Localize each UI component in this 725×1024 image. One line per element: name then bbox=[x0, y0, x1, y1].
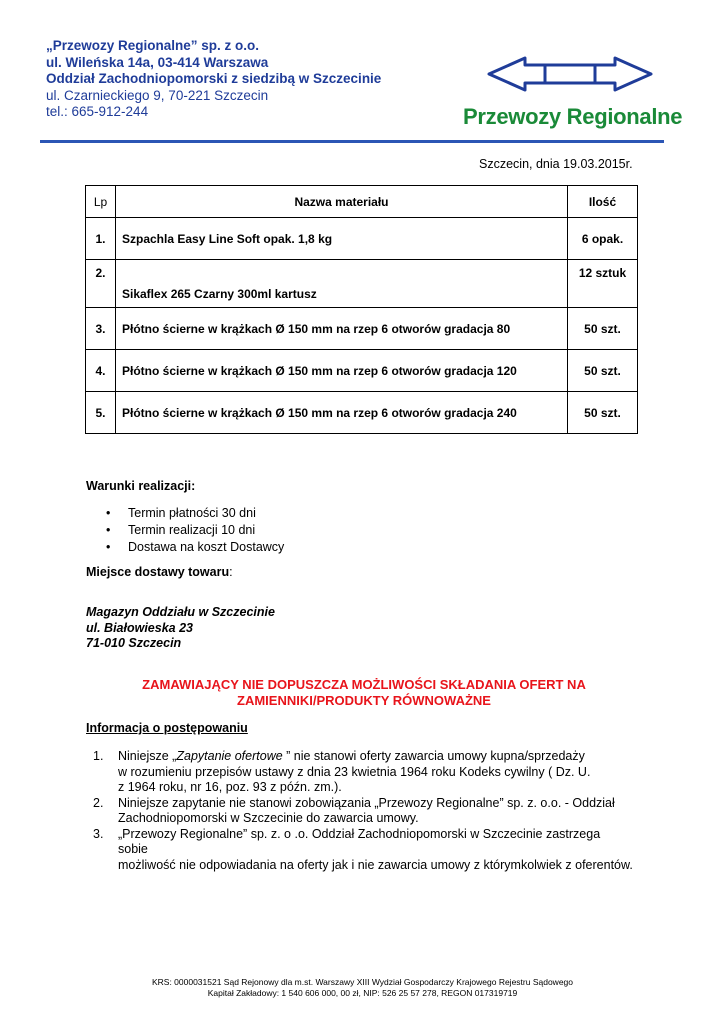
table-row bbox=[86, 350, 638, 392]
item-number: 2. bbox=[93, 795, 104, 810]
item-line: z 1964 roku, nr 16, poz. 93 z późn. zm.). bbox=[118, 780, 342, 794]
document-date: Szczecin, dnia 19.03.2015r. bbox=[479, 157, 633, 171]
conditions-title: Warunki realizacji: bbox=[86, 479, 196, 493]
row-name: Płótno ścierne w krążkach Ø 150 mm na rzep 6 otworów gradacja 120 bbox=[116, 350, 568, 392]
branch-address: ul. Czarnieckiego 9, 70-221 Szczecin bbox=[46, 87, 269, 103]
company-address: ul. Wileńska 14a, 03-414 Warszawa bbox=[46, 54, 269, 70]
row-lp: 1. bbox=[86, 218, 116, 260]
row-name: Sikaflex 265 Czarny 300ml kartusz bbox=[116, 260, 568, 308]
list-item: • Dostawa na koszt Dostawcy bbox=[102, 539, 284, 556]
header-name: Nazwa materiału bbox=[116, 186, 568, 218]
item-rest: ” nie stanowi oferty zawarcia umowy kupna/sprzedaży bbox=[282, 749, 585, 763]
list-item: • Termin płatności 30 dni bbox=[102, 505, 284, 522]
row-lp: 2. bbox=[86, 260, 116, 308]
page-footer bbox=[0, 977, 725, 999]
conditions-list bbox=[102, 505, 284, 556]
warning-line: ZAMIENNIKI/PRODUKTY RÓWNOWAŻNE bbox=[237, 692, 491, 708]
row-qty: 50 szt. bbox=[568, 392, 638, 434]
table-row bbox=[86, 260, 638, 308]
table-row bbox=[86, 392, 638, 434]
item-prefix: Niniejsze „ bbox=[118, 749, 177, 763]
row-lp: 3. bbox=[86, 308, 116, 350]
branch-name: Oddział Zachodniopomorski z siedzibą w Szczecinie bbox=[46, 71, 382, 86]
table-header-row bbox=[86, 186, 638, 218]
delivery-title: Miejsce dostawy towaru bbox=[86, 565, 230, 579]
row-qty: 50 szt. bbox=[568, 350, 638, 392]
table-row bbox=[86, 218, 638, 260]
table-row bbox=[86, 308, 638, 350]
row-lp: 4. bbox=[86, 350, 116, 392]
row-name: Szpachla Easy Line Soft opak. 1,8 kg bbox=[116, 218, 568, 260]
row-qty: 50 szt. bbox=[568, 308, 638, 350]
materials-table bbox=[85, 185, 638, 434]
info-list bbox=[93, 749, 633, 873]
address-line: ul. Białowieska 23 bbox=[86, 620, 193, 635]
row-name: Płótno ścierne w krążkach Ø 150 mm na rzep 6 otworów gradacja 240 bbox=[116, 392, 568, 434]
item-line: Zachodniopomorski w Szczecinie do zawarcia umowy. bbox=[118, 811, 419, 825]
list-item bbox=[93, 827, 633, 874]
address-line: Magazyn Oddziału w Szczecinie bbox=[86, 605, 275, 619]
list-item bbox=[93, 796, 633, 827]
item-line: możliwość nie odpowiadania na oferty jak i nie zawarcia umowy z którymkolwiek z oferentów. bbox=[118, 857, 633, 872]
header-divider bbox=[40, 140, 664, 143]
branch-phone: tel.: 665-912-244 bbox=[46, 104, 149, 119]
header-lp: Lp bbox=[86, 186, 116, 218]
item-number: 3. bbox=[93, 826, 104, 841]
warning-notice bbox=[86, 677, 642, 708]
delivery-address bbox=[86, 605, 275, 652]
delivery-colon: : bbox=[229, 565, 233, 579]
footer-line: KRS: 0000031521 Sąd Rejonowy dla m.st. Warszawy XIII Wydział Gospodarczy Krajowego Rejestru Sądowego bbox=[151, 977, 574, 987]
row-qty: 12 sztuk bbox=[568, 260, 638, 308]
company-name: „Przewozy Regionalne” sp. z o.o. bbox=[46, 38, 260, 53]
item-line: „Przewozy Regionalne” sp. z. o .o. Oddział Zachodniopomorski w Szczecinie zastrzega sobie bbox=[118, 826, 601, 856]
address-line: 71-010 Szczecin bbox=[86, 636, 182, 650]
row-name: Płótno ścierne w krążkach Ø 150 mm na rzep 6 otworów gradacja 80 bbox=[116, 308, 568, 350]
item-line: Niniejsze zapytanie nie stanowi zobowiązania „Przewozy Regionalne” sp. z. o.o. - Oddział bbox=[118, 795, 615, 810]
header-qty: Ilość bbox=[568, 186, 638, 218]
item-line: w rozumieniu przepisów ustawy z dnia 23 kwietnia 1964 roku Kodeks cywilny ( Dz. U. bbox=[118, 764, 591, 779]
item-number: 1. bbox=[93, 749, 104, 763]
warning-line: ZAMAWIAJĄCY NIE DOPUSZCZA MOŻLIWOŚCI SKŁADANIA OFERT NA bbox=[142, 677, 586, 692]
row-qty: 6 opak. bbox=[568, 218, 638, 260]
company-header bbox=[46, 38, 381, 121]
list-item: • Termin realizacji 10 dni bbox=[102, 522, 284, 539]
logo-text: Przewozy Regionalne bbox=[463, 104, 683, 129]
row-lp: 5. bbox=[86, 392, 116, 434]
list-item bbox=[93, 749, 633, 796]
item-line bbox=[118, 749, 633, 765]
info-title: Informacja o postępowaniu bbox=[86, 721, 248, 735]
footer-line: Kapitał Zakładowy: 1 540 606 000, 00 zł, NIP: 526 25 57 278, REGON 017319719 bbox=[207, 988, 518, 998]
delivery-heading bbox=[86, 565, 233, 579]
item-emphasis: Zapytanie ofertowe bbox=[176, 749, 283, 763]
